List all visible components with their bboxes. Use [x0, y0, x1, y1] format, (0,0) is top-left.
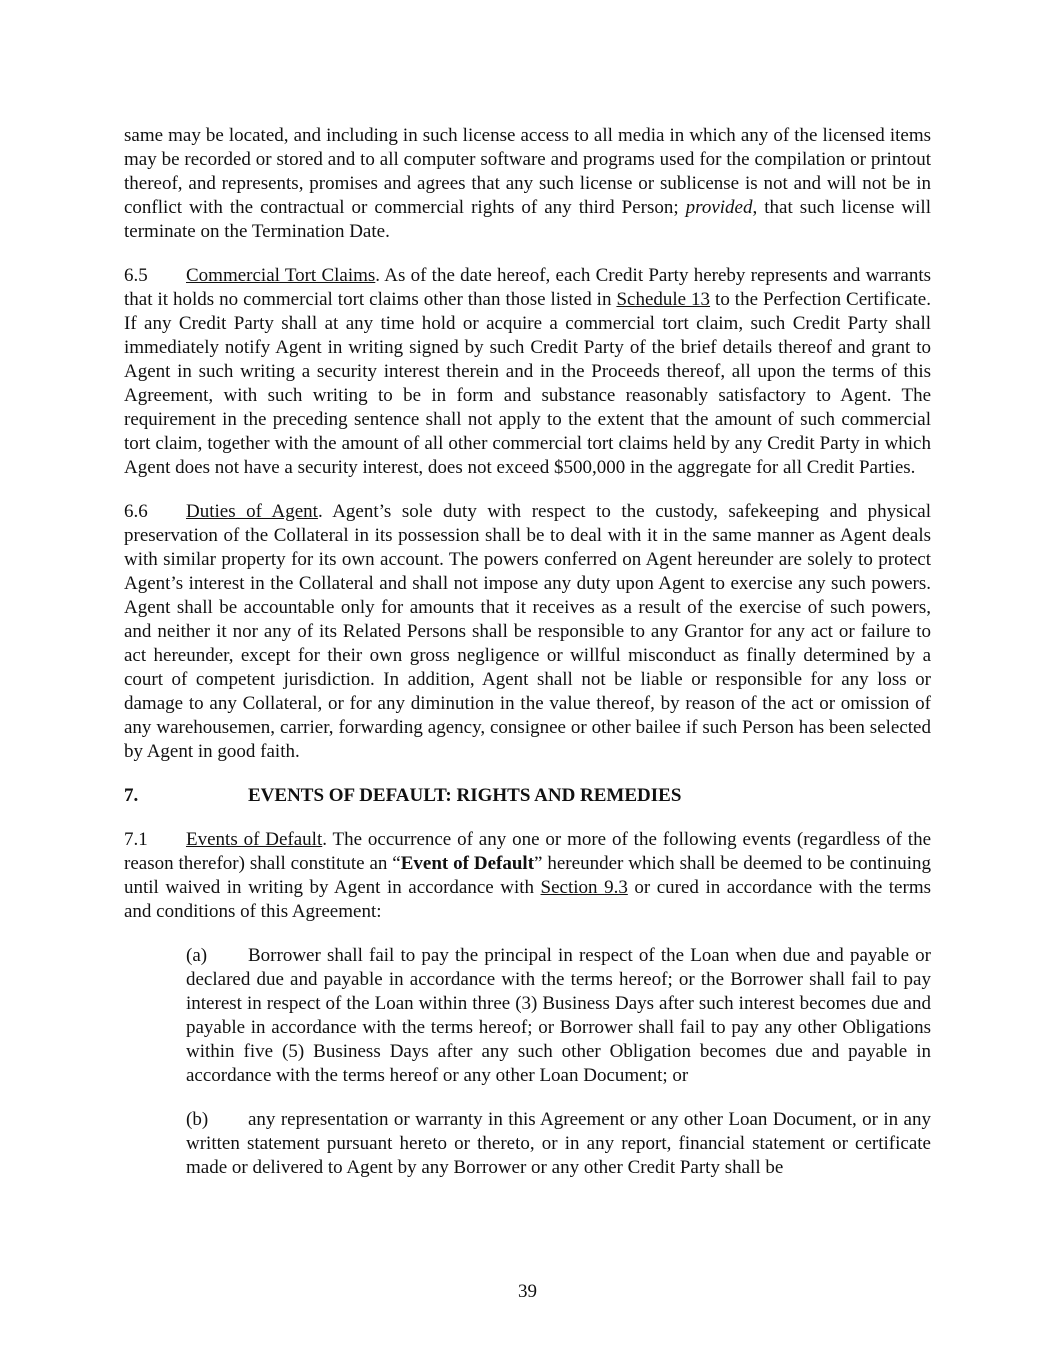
- clause-label: (b): [186, 1109, 209, 1130]
- section-number: 7.1: [124, 829, 148, 850]
- section-6-6: [124, 500, 931, 764]
- defined-term: Event of Default: [400, 853, 535, 874]
- clause-text: any representation or warranty in this Agreement or any other Loan Document, or in any written statement pursuant hereto or thereto, or in any report, financial statement or certificate made or delivered to Agent by any Borrower or any other Credit Party shall be: [186, 1109, 931, 1178]
- section-6-5: [124, 264, 931, 480]
- section-text: . As of the date hereof, each Credit Party hereby represents and warrants that it holds no commercial tort claims other than those listed in: [124, 265, 931, 310]
- section-text: . Agent’s sole duty with respect to the custody, safekeeping and physical preservation of the Collateral in its possession shall be to deal with it in the same manner as Agent deals with similar property for its own account. The powers conferred on Agent hereunder are solely to protect Agent’s interest in the Collateral and shall not impose any duty upon Agent to exercise any such powers. Agent shall be accountable only for amounts that it receives as a result of the exercise of such powers, and neither it nor any of its Related Persons shall be responsible to any Grantor for any act or failure to act hereunder, except for their own gross negligence or willful misconduct as finally determined by a court of competent jurisdiction. In addition, Agent shall not be liable or responsible for any loss or damage to any Collateral, or for any diminution in the value thereof, by reason of the act or omission of any warehousemen, carrier, forwarding agency, consignee or other bailee if such Person has been selected by Agent in good faith.: [124, 501, 931, 762]
- section-number: 6.6: [124, 501, 148, 522]
- section-title: Commercial Tort Claims: [186, 265, 376, 286]
- article-number: 7.: [124, 785, 139, 806]
- article-7-heading: [124, 784, 931, 808]
- section-text-end: to the Perfection Certificate. If any Credit Party shall at any time hold or acquire a commercial tort claim, such Credit Party shall immediately notify Agent in writing signed by such Credit Party of the brief details thereof and grant to Agent in such writing a security interest therein and in the Proceeds thereof, all upon the terms of this Agreement, with such writing to be in form and substance reasonably satisfactory to Agent. The requirement in the preceding sentence shall not apply to the extent that the amount of such commercial tort claim, together with the amount of all other commercial tort claims held by any Credit Party in which Agent does not have a security interest, does not exceed $500,000 in the aggregate for all Credit Parties.: [124, 289, 931, 478]
- schedule-reference: Schedule 13: [616, 289, 711, 310]
- section-title: Events of Default: [186, 829, 323, 850]
- page-number: 39: [518, 1281, 537, 1302]
- section-number: 6.5: [124, 265, 148, 286]
- continuation-paragraph: [124, 124, 931, 244]
- section-text: . The occurrence of any one or more of the following events (regardless of the reason therefor) shall constitute an “: [124, 829, 931, 874]
- section-title: Duties of Agent: [186, 501, 318, 522]
- continuation-text-end: , that such license will terminate on the Termination Date.: [124, 197, 931, 242]
- continuation-text: same may be located, and including in such license access to all media in which any of the licensed items may be recorded or stored and to all computer software and programs used for the compilation or printout thereof, and represents, promises and agrees that any such license or sublicense is not and will not be in conflict with the contractual or commercial rights of any third Person;: [124, 125, 931, 218]
- clause-label: (a): [186, 945, 208, 966]
- clause-b: [186, 1108, 931, 1180]
- section-text-end: or cured in accordance with the terms and conditions of this Agreement:: [124, 877, 931, 922]
- section-7-1: [124, 828, 931, 924]
- section-text-mid: ” hereunder which shall be deemed to be continuing until waived in writing by Agent in accordance with: [124, 853, 932, 898]
- clause-text: Borrower shall fail to pay the principal in respect of the Loan when due and payable or declared due and payable in accordance with the terms hereof; or the Borrower shall fail to pay interest in respect of the Loan within three (3) Business Days after such interest becomes due and payable in accordance with the terms hereof; or Borrower shall fail to pay any other Obligations within five (5) Business Days after any such other Obligation becomes due and payable in accordance with the terms hereof or any other Loan Document; or: [186, 945, 931, 1086]
- section-reference: Section 9.3: [540, 877, 628, 898]
- article-title: EVENTS OF DEFAULT: RIGHTS AND REMEDIES: [248, 785, 682, 806]
- clause-a: [186, 944, 931, 1088]
- provided-term: provided: [685, 197, 753, 218]
